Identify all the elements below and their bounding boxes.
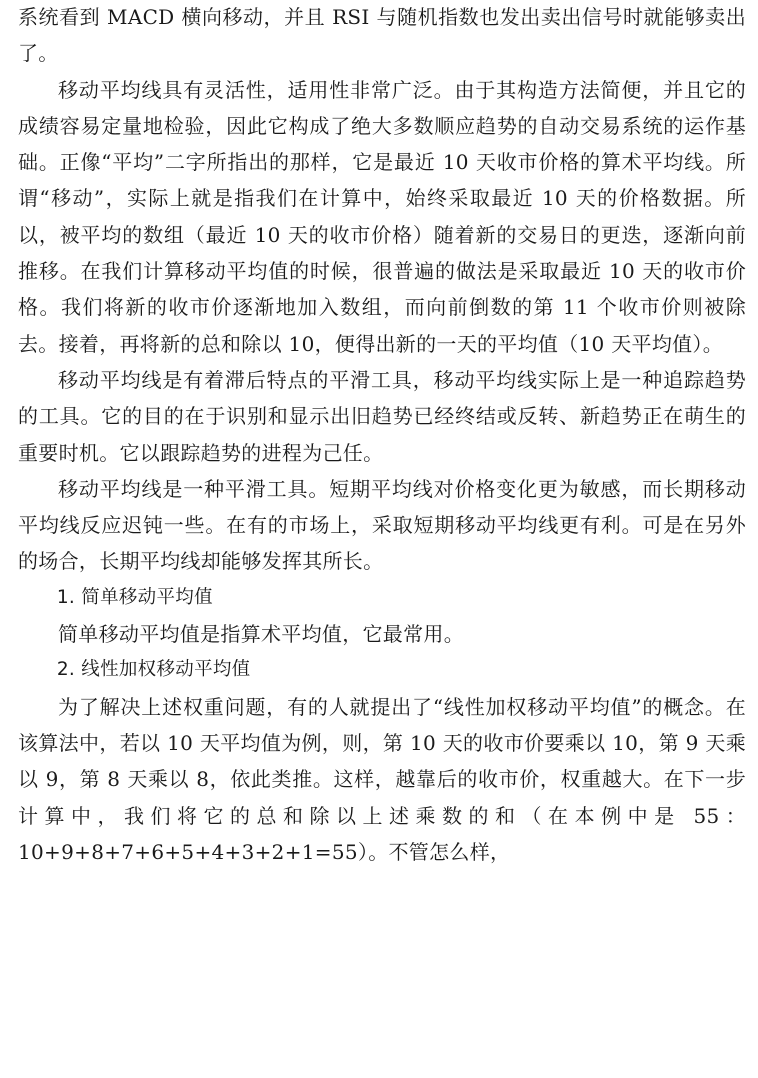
- paragraph-lagging-smoothing-tool: 移动平均线是有着滞后特点的平滑工具，移动平均线实际上是一种追踪趋势的工具。它的目的在于识别和显示出旧趋势已经终结或反转、新趋势正在萌生的重要时机。它以跟踪趋势的进程为己任。: [18, 367, 746, 465]
- paragraph-short-long-term: 移动平均线是一种平滑工具。短期平均线对价格变化更为敏感，而长期移动平均线反应迟钝一些。在有的市场上，采取短期移动平均线更有利。可是在另外的场合，长期平均线却能够发挥其所长。: [18, 476, 746, 574]
- section-heading-linear-weighted-ma: 2. 线性加权移动平均值: [56, 659, 251, 681]
- paragraph-linear-weighted-ma: 为了解决上述权重问题，有的人就提出了“线性加权移动平均值”的概念。在该算法中，若以 10 天平均值为例，则，第 10 天的收市价要乘以 10，第 9 天乘以 9，第 8 天乘以 8，依此类推。这样，越靠后的收市价，权重越大。在下一步计算中，我们将它的总和除以上述乘数的和（在本例中是 55：10+9+8+7+6+5+4+3+2+1=55）。不管怎么样，: [18, 694, 746, 864]
- paragraph-simple-ma: 简单移动平均值是指算术平均值，它最常用。: [58, 622, 464, 647]
- section-heading-simple-ma: 1. 简单移动平均值: [56, 586, 213, 608]
- paragraph-continuation: 系统看到 MACD 横向移动，并且 RSI 与随机指数也发出卖出信号时就能够卖出了。: [18, 5, 746, 66]
- paragraph-moving-average-intro: 移动平均线具有灵活性，适用性非常广泛。由于其构造方法简便，并且它的成绩容易定量地检验，因此它构成了绝大多数顺应趋势的自动交易系统的运作基础。正像“平均”二字所指出的那样，它是最近 10 天收市价格的算术平均线。所谓“移动”，实际上就是指我们在计算中，始终采取最近 10 天的价格数据。所以，被平均的数组（最近 10 天的收市价格）随着新的交易日的更迭，逐渐向前推移。在我们计算移动平均值的时候，很普遍的做法是采取最近 10 天的收市价格。我们将新的收市价逐渐地加入数组，而向前倒数的第 11 个收市价则被除去。接着，再将新的总和除以 10，便得出新的一天的平均值（10 天平均值）。: [18, 77, 746, 356]
